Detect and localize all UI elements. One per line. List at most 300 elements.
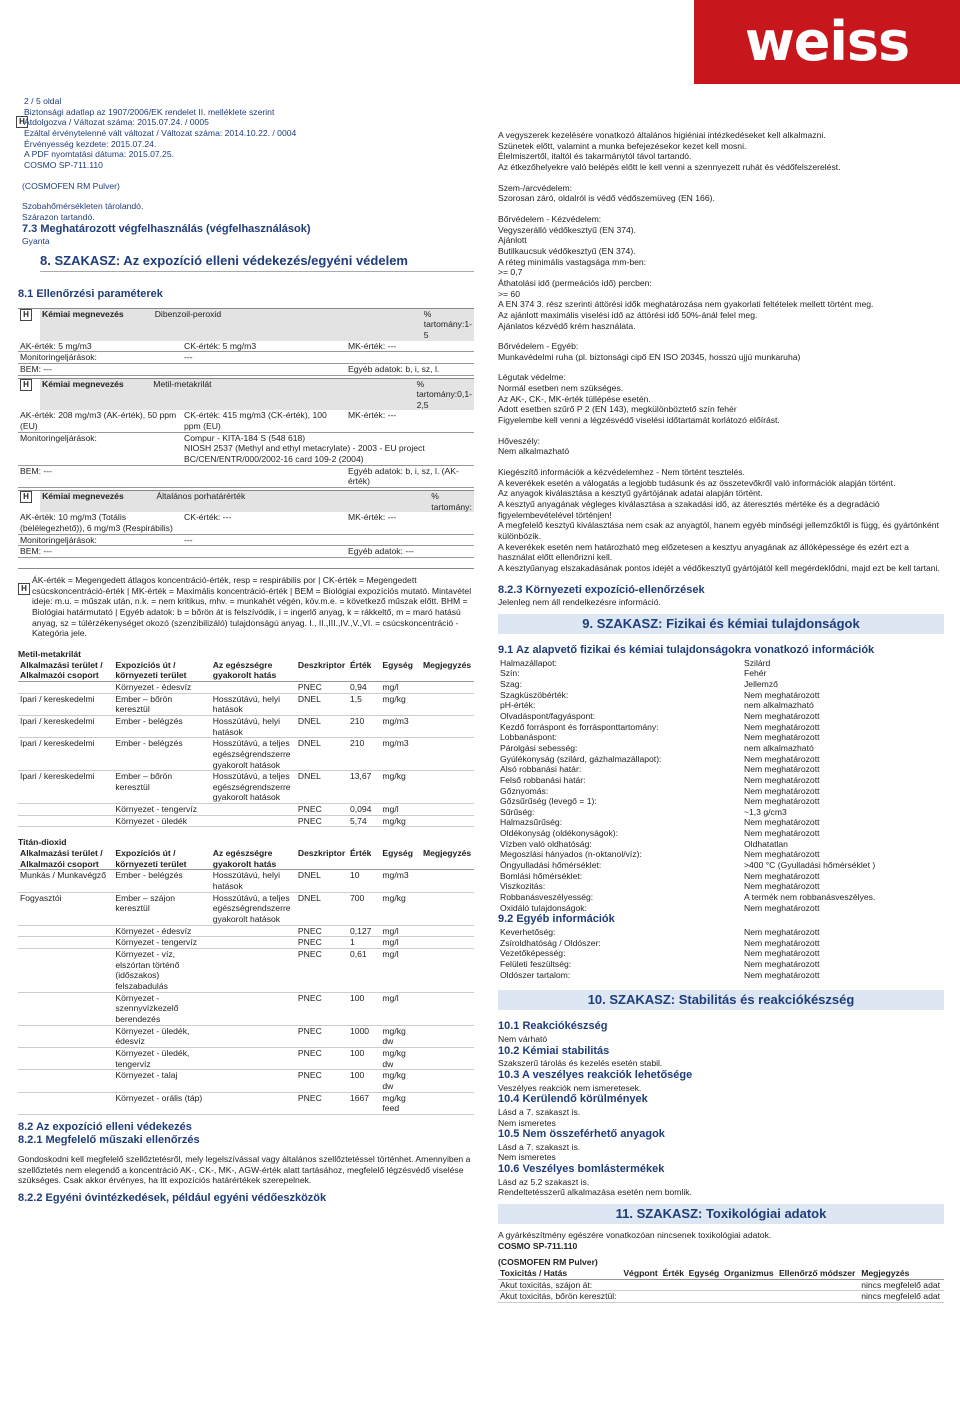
table-cell: 0,94 (348, 681, 380, 693)
header-line: Érvényesség kezdete: 2015.07.24. (24, 138, 157, 149)
table-cell (687, 1279, 722, 1291)
property-value: Fehér (744, 668, 767, 679)
section-11-title: 11. SZAKASZ: Toxikológiai adatok (498, 1204, 944, 1224)
hand-block (498, 214, 944, 331)
table-cell: 700 (348, 892, 380, 925)
heat-text: Nem alkalmazható (498, 446, 570, 457)
dnel-header-cell: Az egészségre gyakorolt hatás (211, 848, 296, 870)
table-cell: Környezet - édesvíz (113, 681, 210, 693)
property-value: Nem meghatározott (744, 753, 820, 764)
property-label: Viszkozitás: (500, 881, 546, 892)
section-10-title: 10. SZAKASZ: Stabilitás és reakciókészség (498, 990, 944, 1010)
ak-value: AK-érték: 5 mg/m3 (18, 341, 182, 352)
table-cell (421, 870, 474, 892)
dnel-header-cell: Az egészségre gyakorolt hatás (211, 660, 296, 682)
table-cell: mg/l (380, 992, 421, 1025)
property-label: Vezetőképesség: (500, 948, 566, 959)
table-cell: 100 (348, 992, 380, 1025)
property-label: Párolgási sebesség: (500, 742, 578, 753)
table-cell (687, 1291, 722, 1303)
table-cell: mg/l (380, 925, 421, 937)
table-cell (421, 937, 474, 949)
property-value: ~1,3 g/cm3 (744, 806, 787, 817)
subsection-text: Nem várható (498, 1034, 548, 1045)
table-cell: PNEC (296, 815, 348, 827)
property-row (498, 881, 944, 892)
dnel-header-cell: Alkalmazási terület / Alkalmazói csoport (18, 660, 113, 682)
property-label: Robbanásveszélyesség: (500, 892, 594, 903)
section-8-2-2-title: 8.2.2 Egyéni óvintézkedések, például egyéni védőeszközök (18, 1192, 327, 1205)
property-label: Oldószer tartalom: (500, 969, 571, 980)
table-row (498, 1279, 944, 1291)
property-value: Nem meghatározott (744, 969, 820, 980)
monitoring-label: Monitoringeljárások: (18, 352, 182, 364)
table-cell (211, 925, 296, 937)
table-cell: 0,127 (348, 925, 380, 937)
table-cell (211, 1092, 296, 1114)
table-row (18, 715, 474, 737)
table-cell (621, 1291, 660, 1303)
table-cell (18, 815, 113, 827)
property-label: Gyúlékonyság (szilárd, gázhalmazállapot): (500, 753, 662, 764)
table-cell: Akut toxicitás, bőrön keresztül: (498, 1291, 621, 1303)
dnel-header-cell: Expozíciós út / környezeti terület (113, 660, 210, 682)
property-value: Nem meghatározott (744, 817, 820, 828)
property-value: Nem meghatározott (744, 881, 820, 892)
dnel-table-block (18, 837, 474, 1114)
heat-block (498, 436, 944, 457)
property-row (498, 892, 944, 903)
property-label: Oxidáló tulajdonságok: (500, 902, 587, 913)
table-cell (18, 925, 113, 937)
property-value: Nem meghatározott (744, 902, 820, 913)
table-cell: Hosszútávú, helyi hatások (211, 870, 296, 892)
body-line: Bőrvédelem - Egyéb: (498, 341, 579, 352)
header-line: Biztonsági adatlap az 1907/2006/EK rendelet II. melléklete szerint (24, 106, 275, 117)
property-value: Nem meghatározott (744, 732, 820, 743)
table-cell: mg/m3 (380, 870, 421, 892)
property-label: Gőznyomás: (500, 785, 549, 796)
hygiene-line: Szünetek előtt, valamint a munka befejezésekor kezet kell mosni. (498, 140, 747, 151)
property-label: Olvadáspont/fagyáspont: (500, 710, 596, 721)
table-cell (211, 1025, 296, 1047)
table-cell (421, 681, 474, 693)
table-cell (211, 992, 296, 1025)
hygiene-line: A vegyszerek kezelésére vonatkozó általános higiéniai intézkedéseket kell alkalmazni. (498, 130, 826, 140)
table-cell: 210 (348, 738, 380, 771)
table-cell: PNEC (296, 1070, 348, 1092)
property-label: Felületi feszültség: (500, 958, 572, 969)
product-name: (COSMOFEN RM Pulver) (22, 180, 120, 191)
table-cell: mg/kg (380, 815, 421, 827)
tox-header-cell: Egység (687, 1268, 722, 1279)
table-cell: Hosszútávú, a teljes egészségrendszerre gyakorolt hatások (211, 771, 296, 804)
dnel-title: Metil-metakrilát (18, 648, 82, 659)
hand-line: >= 0,7 (498, 267, 523, 278)
property-row (498, 732, 944, 743)
table-cell: 1 (348, 937, 380, 949)
table-cell (18, 1025, 113, 1047)
table-cell: Környezet - üledék, tengervíz (113, 1047, 210, 1069)
properties-table (498, 658, 944, 914)
info-line: A kesztyű anyagának végleges kiválasztása a szakadási idő, az áteresztés mértéke és a degradáció figyelembevételével történjen! (498, 499, 880, 520)
property-value: Nem meghatározott (744, 774, 820, 785)
header-line: Ezáltal érvénytelenné vált változat / Változat száma: 2014.10.22. / 0004 (24, 127, 297, 138)
monitoring-value: NIOSH 2537 (Methyl and ethyl metacrylate) - 2003 - EU project BC/CEN/ENTR/000/2002-16 card 109-2 (2004) (184, 443, 425, 465)
table-cell: mg/kg (380, 771, 421, 804)
table-cell: Környezet - víz, elszórtan történő (időszakos) felszabadulás (113, 949, 210, 993)
property-row (498, 700, 944, 711)
table-cell: PNEC (296, 925, 348, 937)
table-cell (421, 804, 474, 816)
property-label: Lobbanáspont: (500, 732, 557, 743)
dnel-header-cell: Expozíciós út / környezeti terület (113, 848, 210, 870)
subsection-text: Lásd a 7. szakaszt is. (498, 1106, 581, 1117)
property-value: Nem meghatározott (744, 849, 820, 860)
table-cell: Környezet - üledék (113, 815, 210, 827)
hand-line: >= 60 (498, 288, 520, 299)
section-8-2-1-text: Gondoskodni kell megfelelő szellőztetésről, mely legelszívással vagy általános szellőztetéssel történhet. Amennyiben a szellőztetés nem elegendő a koncentráció AK-, CK-, MK-, AGW-érték alatt tartásához, megfelelő légzésvédő viselése szükséges. Csak akkor érvényes, ha itt expozíciós határértékek szerepelnek. (18, 1154, 471, 1186)
table-cell (211, 1047, 296, 1069)
section-10-block (498, 1020, 944, 1198)
table-row (18, 992, 474, 1025)
table-cell: Környezet - szennyvízkezelő berendezés (113, 992, 210, 1025)
property-row (498, 796, 944, 807)
table-cell: 210 (348, 715, 380, 737)
table-row (18, 892, 474, 925)
bem-value: BEM: --- (18, 546, 346, 558)
tox-header-cell: Érték (661, 1268, 687, 1279)
subsection-title: 10.1 Reakciókészség (498, 1020, 608, 1033)
ck-value: CK-érték: 415 mg/m3 (CK-érték), 100 ppm (EU) (182, 410, 346, 432)
bem-value: BEM: --- (18, 363, 346, 375)
subsection-title: 10.2 Kémiai stabilitás (498, 1044, 610, 1057)
section-8-2-1-title: 8.2.1 Megfelelő műszaki ellenőrzés (18, 1134, 200, 1147)
hand-line: Ajánlott (498, 235, 527, 246)
property-row (498, 668, 944, 679)
table-row (18, 925, 474, 937)
table-cell: Környezet - édesvíz (113, 925, 210, 937)
table-cell (421, 949, 474, 993)
table-cell (421, 1070, 474, 1092)
section-11-product: COSMO SP-711.110 (498, 1240, 578, 1251)
table-cell (421, 1025, 474, 1047)
right-column (498, 130, 944, 1303)
subsection-text: Lásd az 5.2 szakaszt is. (498, 1176, 590, 1187)
ak-value: AK-érték: 10 mg/m3 (Totális (belélegezhető)), 6 mg/m3 (Respirábilis) (18, 512, 182, 534)
property-label: Oldékonyság (oldékonyságok): (500, 828, 618, 839)
dnel-header-cell: Deszkriptor (296, 848, 348, 870)
table-cell: Ember - belégzés (113, 870, 210, 892)
table-cell: DNEL (296, 771, 348, 804)
table-cell: mg/kg dw (380, 1070, 421, 1092)
storage-line: Szobahőmérsékleten tárolandó. (22, 201, 144, 212)
mk-value: MK-érték: --- (346, 341, 474, 352)
property-value: Nem meghatározott (744, 828, 820, 839)
chem-name: Általános porhatárérték (156, 491, 246, 502)
property-row (498, 871, 944, 882)
info-block (498, 467, 944, 574)
hand-line: Vegyszerálló védőkesztyű (EN 374). (498, 224, 637, 235)
table-cell (421, 771, 474, 804)
chem-name: Metil-metakrilát (153, 378, 212, 389)
table-cell: PNEC (296, 1047, 348, 1069)
property-row (498, 764, 944, 775)
info-line: Kiegészítő információk a kézvédelemhez - Nem történt tesztelés. (498, 467, 745, 478)
dnel-table (18, 848, 474, 1115)
property-value: Nem meghatározott (744, 937, 820, 948)
section-11-product-name: (COSMOFEN RM Pulver) (498, 1257, 598, 1268)
dnel-header-cell: Alkalmazási terület / Alkalmazói csoport (18, 848, 113, 870)
table-cell: 100 (348, 1047, 380, 1069)
hand-line: Áthatolási idő (permeációs idő) percben: (498, 277, 652, 288)
table-row (18, 738, 474, 771)
property-row (498, 786, 944, 797)
table-cell: mg/l (380, 949, 421, 993)
info-line: A megfelelő kesztyű kiválasztása nem csak az anyagtól, hanem egyéb minőségi jellemzőktől is függ, és gyártónként különbözik. (498, 520, 939, 541)
table-row (18, 1092, 474, 1114)
table-cell: mg/l (380, 804, 421, 816)
table-cell (421, 1092, 474, 1114)
property-label: Halmazsűrűség: (500, 817, 563, 828)
table-cell: DNEL (296, 892, 348, 925)
table-row (18, 1070, 474, 1092)
table-cell: DNEL (296, 693, 348, 715)
info-line: A keverékek esetén a válogatás a legjobb tudásunk és az összetevőkről való információk alapján történt. (498, 477, 896, 488)
table-cell (18, 992, 113, 1025)
table-cell: 5,74 (348, 815, 380, 827)
property-value: Jellemző (744, 678, 778, 689)
tox-header-cell: Megjegyzés (859, 1268, 944, 1279)
table-cell: 13,67 (348, 771, 380, 804)
property-value: Nem meghatározott (744, 764, 820, 775)
monitoring-label: Monitoringeljárások: (18, 432, 182, 465)
legend-text: ÁK-érték = Megengedett átlagos koncentráció-érték, resp = respirábilis por | CK-érték = Megengedett csúcskoncentráció-érték | MK-érték = Maximális koncentráció-érték | BEM = Biológiai expozíciós mutató. Mintavétel ideje: m.u. = műszak után, n.k. = nem kritikus, mhv. = munkahét végén, köv.m.e. = következő műszak előtt. BHM = Biológiai határmutató | Egyéb adatok: b = bőrön át is felszívódik, i = ingerlő anyag, k = rákkeltő, m = maró hatású anyag, sz = túlérzékenységet okozó (szenzibilizáló) tulajdonságú anyag. I., II.,III.,IV.,V.,VI. = csúcskoncentráció - Kategória jele. (32, 575, 472, 639)
table-cell (211, 937, 296, 949)
table-cell: mg/m3 (380, 715, 421, 737)
property-label: Öngyulladási hőmérséklet: (500, 860, 602, 871)
dnel-header-cell: Deszkriptor (296, 660, 348, 682)
table-cell (421, 992, 474, 1025)
property-row (498, 690, 944, 701)
section-8-2-3-text: Jelenleg nem áll rendelkezésre információ. (498, 597, 661, 608)
subsection-text: Veszélyes reakciók nem ismeretesek. (498, 1082, 642, 1093)
info-line: A kesztyűanyag elszakadásának pontos idejét a védőkesztyű gyártójától kell megérdeklődni, majd ezt be kell tartani. (498, 562, 940, 573)
table-cell: PNEC (296, 992, 348, 1025)
ck-value: CK-érték: --- (182, 512, 346, 534)
table-cell: PNEC (296, 1025, 348, 1047)
resp-line: Az AK-, CK-, MK-érték túllépése esetén. (498, 393, 651, 404)
header-line: A PDF nyomtatási dátuma: 2015.07.25. (24, 149, 175, 160)
ck-value: CK-érték: 5 mg/m3 (182, 341, 346, 352)
table-cell (722, 1279, 777, 1291)
property-value: nem alkalmazható (744, 742, 814, 753)
table-cell: DNEL (296, 715, 348, 737)
revision-marker: H (16, 116, 28, 128)
chem-label: Kémiai megnevezés (42, 308, 124, 319)
table-cell: PNEC (296, 681, 348, 693)
table-header-row (498, 1268, 944, 1279)
table-cell (661, 1291, 687, 1303)
table-cell: DNEL (296, 738, 348, 771)
hygiene-line: Az étkezőhelyekre való belépés előtt le kell venni a szennyezett ruhát és védőfelszerelést. (498, 161, 841, 172)
table-cell (18, 804, 113, 816)
table-cell: Ember – bőrön keresztül (113, 693, 210, 715)
table-row (18, 804, 474, 816)
dnel-header-cell: Egység (380, 848, 421, 870)
resp-line: Normál esetben nem szükséges. (498, 383, 624, 394)
table-cell: Környezet - talaj (113, 1070, 210, 1092)
chem-label: Kémiai megnevezés (42, 378, 124, 389)
table-cell: mg/m3 (380, 738, 421, 771)
table-cell (18, 1092, 113, 1114)
header-line: Átdolgozva / Változat száma: 2015.07.24. / 0005 (24, 117, 209, 128)
table-cell: Hosszútávú, helyi hatások (211, 715, 296, 737)
property-value: Szilárd (744, 657, 771, 668)
dnel-title: Titán-dioxid (18, 837, 67, 848)
property-value: Nem meghatározott (744, 785, 820, 796)
table-cell: mg/kg dw (380, 1047, 421, 1069)
table-cell (211, 949, 296, 993)
table-cell: Környezet - tengervíz (113, 937, 210, 949)
header-block (18, 96, 474, 171)
tox-header-cell: Ellenőrző módszer (777, 1268, 859, 1279)
property-row (498, 903, 944, 914)
chem-pct: % tartomány: (431, 491, 472, 512)
table-cell (18, 1047, 113, 1069)
table-cell: mg/l (380, 681, 421, 693)
subsection-text: Nem ismeretes (498, 1117, 556, 1128)
section-9-title: 9. SZAKASZ: Fizikai és kémiai tulajdonságok (498, 614, 944, 634)
property-row (498, 658, 944, 669)
table-cell (211, 815, 296, 827)
table-cell: 0,094 (348, 804, 380, 816)
section-11-text: A gyárkészítmény egészére vonatkozóan nincsenek toxikológiai adatok. (498, 1230, 772, 1241)
header-line: 2 / 5 oldal (24, 96, 62, 106)
section-8-1-title: 8.1 Ellenőrzési paraméterek (18, 287, 163, 300)
hand-line: A EN 374 3. rész szerinti áttörési idők meghatározása nem gyakorlati feltételek mellett történt meg. (498, 299, 874, 310)
revision-marker: H (18, 583, 30, 595)
table-cell (211, 804, 296, 816)
section-8-2-title: 8.2 Az expozíció elleni védekezés (18, 1120, 192, 1133)
tox-header-cell: Organizmus (722, 1268, 777, 1279)
ak-value: AK-érték: 208 mg/m3 (AK-érték), 50 ppm (EU) (18, 410, 182, 432)
property-label: Halmazállapot: (500, 657, 557, 668)
table-cell: Ember – szájon keresztül (113, 892, 210, 925)
egyeb-value: Egyéb adatok: b, i, sz, l. (AK-érték) (346, 465, 474, 487)
property-row (498, 839, 944, 850)
subsection-text: Rendeltetésszerű alkalmazása esetén nem bomlik. (498, 1187, 692, 1198)
table-cell: 1000 (348, 1025, 380, 1047)
property-row (498, 938, 944, 949)
egyeb-value: Egyéb adatok: --- (346, 546, 474, 558)
dnel-table-block (18, 649, 474, 828)
revision-marker: H (20, 309, 32, 321)
property-value: Nem meghatározott (744, 710, 820, 721)
subsection-title: 10.5 Nem összeférhető anyagok (498, 1128, 665, 1141)
chem-name: Dibenzoil-peroxid (154, 308, 222, 319)
header-line: COSMO SP-711.110 (24, 159, 103, 170)
table-cell: 1,5 (348, 693, 380, 715)
table-cell (421, 1047, 474, 1069)
hygiene-block (498, 130, 944, 173)
body-block (498, 341, 944, 362)
property-value: Oldhatatlan (744, 838, 788, 849)
section-7-3-text: Gyanta (22, 236, 50, 247)
property-row (498, 948, 944, 959)
table-cell: Ipari / kereskedelmi (18, 715, 113, 737)
table-row (18, 693, 474, 715)
table-cell: mg/kg (380, 693, 421, 715)
weiss-logo: weiss (694, 0, 960, 84)
table-cell (421, 693, 474, 715)
chem-pct: % tartomány:0,1-2,5 (416, 378, 472, 410)
property-label: Alsó robbanási határ: (500, 764, 582, 775)
property-row (498, 970, 944, 981)
dnel-header-cell: Megjegyzés (421, 848, 474, 870)
table-cell: Ember - belégzés (113, 715, 210, 737)
property-row (498, 807, 944, 818)
property-label: Megoszlási hányados (n-oktanol/víz): (500, 849, 642, 860)
property-row (498, 959, 944, 970)
hand-line: Ajánlatos kézvédő krém használata. (498, 320, 636, 331)
egyeb-value: Egyéb adatok: b, i, sz, l. (346, 363, 474, 375)
table-cell (777, 1279, 859, 1291)
table-cell: PNEC (296, 804, 348, 816)
left-column (18, 96, 474, 1206)
table-cell: PNEC (296, 937, 348, 949)
property-row (498, 679, 944, 690)
table-row (18, 1025, 474, 1047)
monitoring-value: --- (182, 534, 474, 546)
table-cell: Ipari / kereskedelmi (18, 738, 113, 771)
table-cell (421, 738, 474, 771)
table-row (498, 1291, 944, 1303)
table-cell: 10 (348, 870, 380, 892)
table-cell: 100 (348, 1070, 380, 1092)
table-cell: 0,61 (348, 949, 380, 993)
revision-marker: H (20, 379, 32, 391)
property-row (498, 860, 944, 871)
tox-header-cell: Toxicitás / Hatás (498, 1268, 621, 1279)
info-line: Az anyagok kiválasztása a kesztyű gyártójának adatai alapján történt. (498, 488, 763, 499)
table-cell: nincs megfelelő adat (859, 1279, 944, 1291)
property-value: Nem meghatározott (744, 870, 820, 881)
property-row (498, 754, 944, 765)
property-value: nem alkalmazható (744, 700, 814, 711)
property-value: >400 °C (Gyulladási hőmérséklet ) (744, 860, 876, 871)
section-9-2-title: 9.2 Egyéb információk (498, 913, 615, 926)
hygiene-line: Élelmiszertől, italtól és takarmánytól távol tartandó. (498, 151, 692, 162)
body-line: Munkavédelmi ruha (pl. biztonsági cipő EN ISO 20345, hosszú ujjú munkaruha) (498, 351, 801, 362)
table-row (18, 681, 474, 693)
table-cell: mg/kg dw (380, 1025, 421, 1047)
property-row (498, 743, 944, 754)
resp-line: Adott esetben szűrő P 2 (EN 143), megkülönböztető szín fehér (498, 404, 737, 415)
property-value: A termék nem robbanásveszélyes. (744, 892, 876, 903)
property-label: Szag: (500, 678, 522, 689)
mk-value: MK-érték: --- (346, 410, 474, 432)
table-cell: DNEL (296, 870, 348, 892)
table-row (18, 771, 474, 804)
properties-table (498, 927, 944, 980)
table-cell (18, 949, 113, 993)
resp-line: Figyelembe kell venni a légzésvédő viselési időtartamát korlátozó előírást. (498, 415, 780, 426)
revision-marker: H (20, 491, 32, 503)
table-cell: Ember – bőrön keresztül (113, 771, 210, 804)
table-cell: mg/l (380, 937, 421, 949)
property-label: Keverhetőség: (500, 927, 556, 938)
